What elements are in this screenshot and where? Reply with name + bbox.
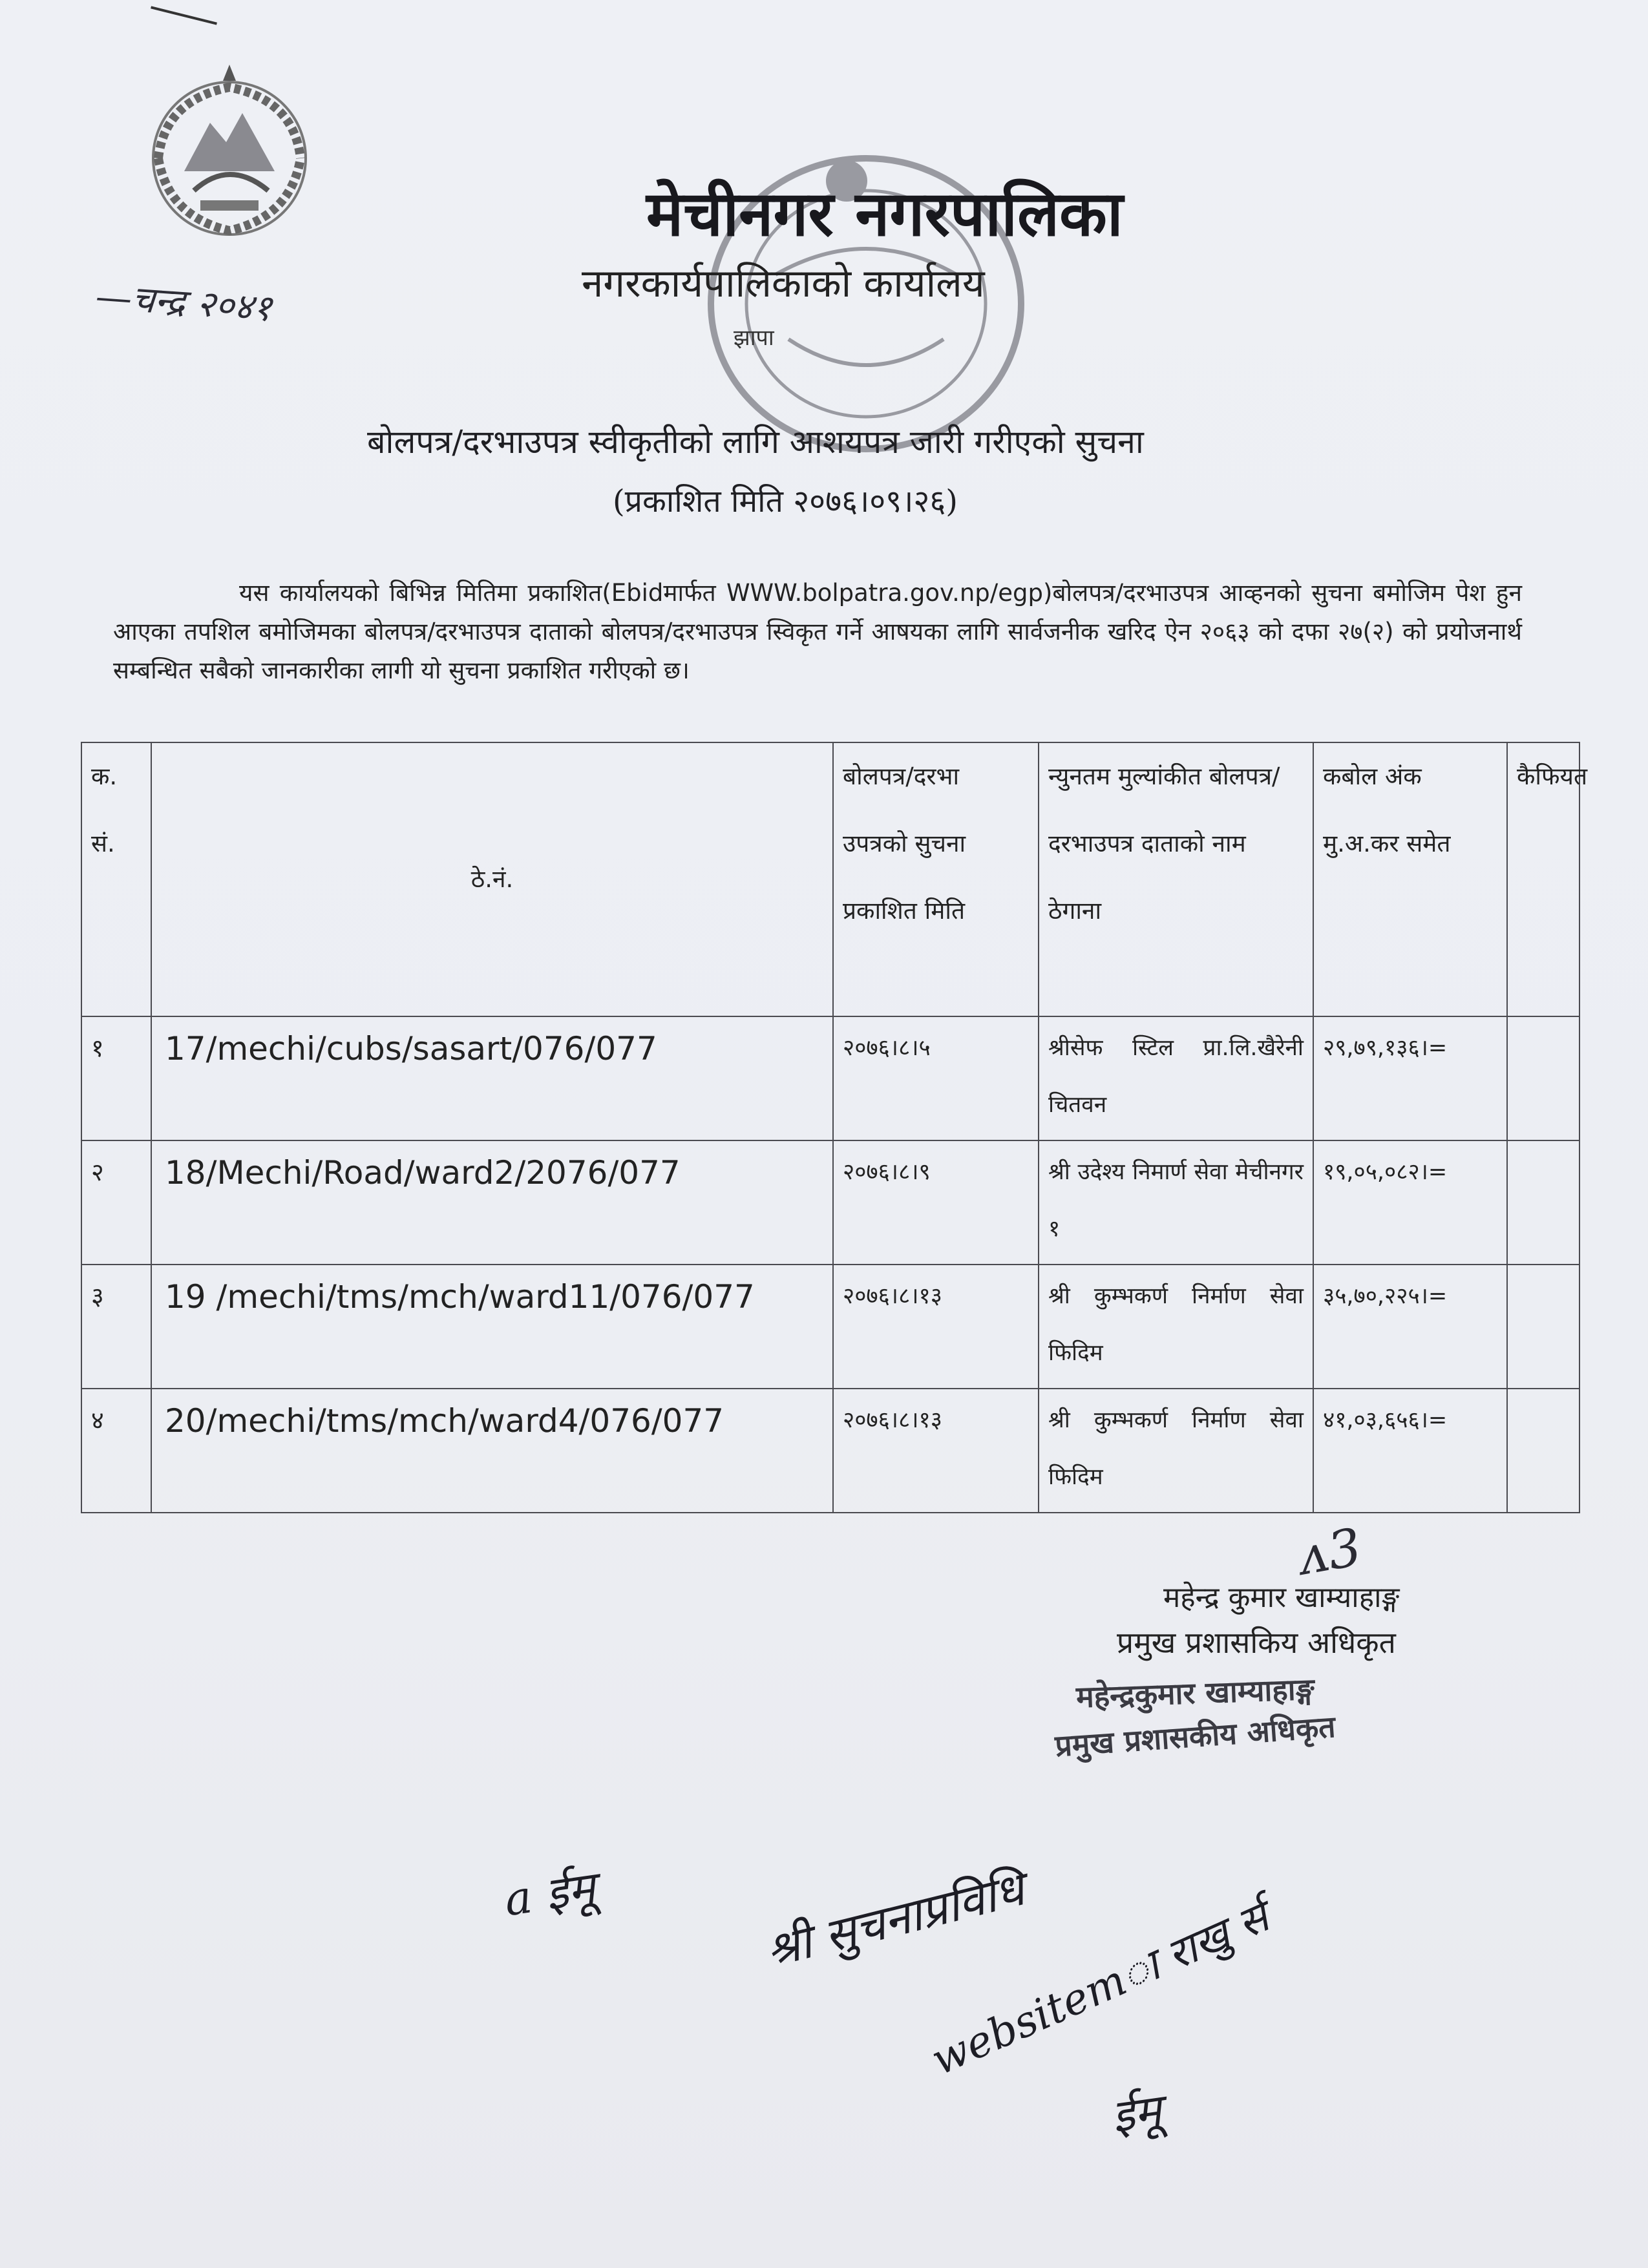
scan-edge-line <box>151 6 217 25</box>
row-remarks <box>1507 1016 1579 1140</box>
published-date: (प्रकाशित मिति २०७६।०९।२६) <box>613 483 958 520</box>
header-bidder: न्युनतम मुल्यांकीत बोलपत्र/दरभाउपत्र दाताको नाम ठेगाना <box>1039 742 1313 1016</box>
row-tender-number: 17/mechi/cubs/sasart/076/077 <box>151 1016 833 1140</box>
row-bidder: श्रीसेफ स्टिल प्रा.लि.खैरेनी चितवन <box>1039 1016 1313 1140</box>
row-date: २०७६।८।१३ <box>833 1265 1039 1389</box>
row-serial: १ <box>81 1016 151 1140</box>
header-notice-date: बोलपत्र/दरभा उपत्रको सुचना प्रकाशित मिति <box>833 742 1039 1016</box>
handwritten-note: websitemा राखु र्स <box>924 1891 1276 2085</box>
handwritten-note: श्री सुचनाप्रविधि <box>760 1861 1030 1979</box>
row-remarks <box>1507 1140 1579 1265</box>
handwritten-note: a ईमू <box>501 1861 598 1927</box>
row-serial: ३ <box>81 1265 151 1389</box>
table-row <box>81 1389 1579 1513</box>
handwritten-reference-number: —चन्द्र २०४१ <box>94 275 273 330</box>
handwritten-initial: ईमू <box>1108 2084 1165 2143</box>
row-remarks <box>1507 1265 1579 1389</box>
header-serial: क. सं. <box>81 742 151 1016</box>
officer-name: महेन्द्र कुमार खाम्याहाङ्ग <box>1163 1581 1400 1614</box>
row-date: २०७६।८।९ <box>833 1140 1039 1265</box>
row-amount: ४१,०३,६५६।= <box>1313 1389 1507 1513</box>
row-tender-number: 19 /mechi/tms/mch/ward11/076/077 <box>151 1265 833 1389</box>
row-amount: ३५,७०,२२५।= <box>1313 1265 1507 1389</box>
row-remarks <box>1507 1389 1579 1513</box>
row-serial: ४ <box>81 1389 151 1513</box>
table-row <box>81 1140 1579 1265</box>
officer-stamp-title: प्रमुख प्रशासकीय अधिकृत <box>1053 1708 1337 1764</box>
bid-table <box>81 742 1588 1513</box>
row-tender-number: 18/Mechi/Road/ward2/2076/077 <box>151 1140 833 1265</box>
header-tender-number: ठे.नं. <box>151 742 833 1016</box>
row-bidder: श्री उदेश्य निमार्ण सेवा मेचीनगर १ <box>1039 1140 1313 1265</box>
municipality-name: मेचीनगर नगरपालिका <box>646 177 1123 250</box>
header-remarks: कैफियत <box>1507 742 1579 1016</box>
notice-paragraph: यस कार्यालयको बिभिन्न मितिमा प्रकाशित(Ebidमार्फत WWW.bolpatra.gov.np/egp)बोलपत्र/दरभाउपत्र आव्हनको सुचना बमोजिम पेश हुन आएका तपशिल बमोजिमका बोलपत्र/दरभाउपत्र दाताको बोलपत्र/दरभाउपत्र स्विकृत गर्ने आषयका लागि सार्वजनीक खरिद ऐन २०६३ को दफा २७(२) को प्रयोजनार्थ सम्बन्धित सबैको जानकारीका लागी यो सुचना प्रकाशित गरीएको छ। <box>113 579 1522 684</box>
row-date: २०७६।८।१३ <box>833 1389 1039 1513</box>
row-amount: २९,७९,१३६।= <box>1313 1016 1507 1140</box>
table-row <box>81 1265 1579 1389</box>
nepal-emblem-icon <box>139 61 320 242</box>
officer-title: प्रमुख प्रशासकिय अधिकृत <box>1117 1625 1396 1660</box>
row-bidder: श्री कुम्भकर्ण निर्माण सेवा फिदिम <box>1039 1265 1313 1389</box>
officer-stamp-name: महेन्द्रकुमार खाम्याहाङ्ग <box>1075 1671 1315 1715</box>
table-header-row <box>81 742 1579 1016</box>
row-tender-number: 20/mechi/tms/mch/ward4/076/077 <box>151 1389 833 1513</box>
header-amount: कबोल अंक मु.अ.कर समेत <box>1313 742 1507 1016</box>
office-name: नगरकार्यपालिकाको कार्यालय <box>582 261 985 306</box>
officer-signature: ᴧ3 <box>1294 1517 1366 1587</box>
notice-title: बोलपत्र/दरभाउपत्र स्वीकृतीको लागि आशयपत्र जारी गरीएको सुचना <box>367 423 1144 461</box>
row-bidder: श्री कुम्भकर्ण निर्माण सेवा फिदिम <box>1039 1389 1313 1513</box>
row-date: २०७६।८।५ <box>833 1016 1039 1140</box>
row-serial: २ <box>81 1140 151 1265</box>
table-row <box>81 1016 1579 1140</box>
office-location: झापा <box>734 325 774 351</box>
row-amount: १९,०५,०८२।= <box>1313 1140 1507 1265</box>
